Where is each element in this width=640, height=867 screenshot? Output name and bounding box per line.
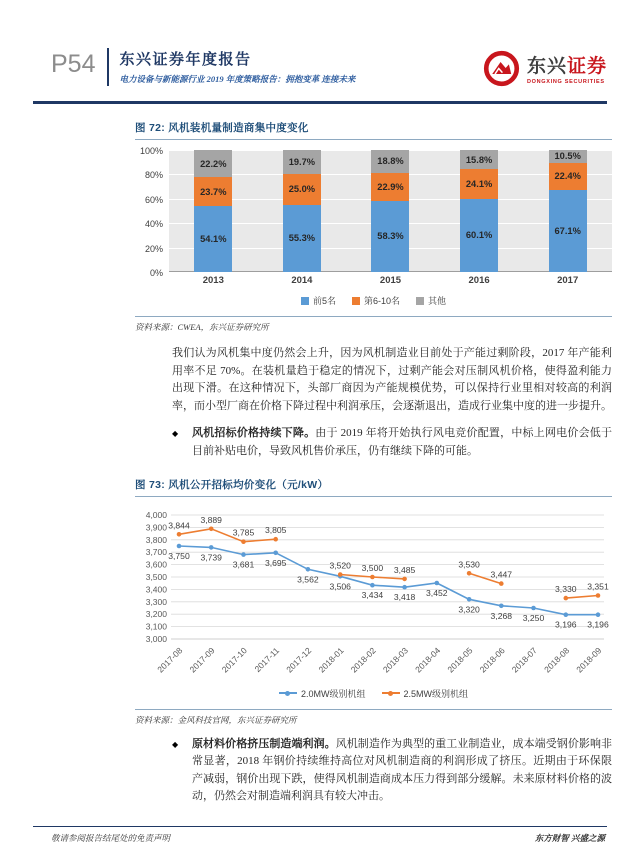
bar-stack (460, 150, 498, 272)
legend-dot (388, 691, 393, 696)
brand-name-cn: 东兴证券 (526, 56, 607, 77)
svg-text:3,100: 3,100 (145, 621, 167, 632)
legend-item (352, 294, 400, 307)
bar-stack (194, 150, 232, 272)
svg-text:2018-09: 2018-09 (574, 644, 604, 675)
figure-72-source: 资料来源：CWEA，东兴证券研究所 (135, 316, 612, 333)
svg-text:3,600: 3,600 (145, 559, 167, 570)
bullet-1-content (192, 425, 612, 460)
legend-label: 前5名 (312, 296, 336, 306)
y-axis-label: 80% (144, 170, 163, 181)
svg-text:3,196: 3,196 (555, 619, 577, 630)
bar-segment (460, 199, 498, 272)
bar-segment (283, 205, 321, 272)
bar-value-label: 15.8% (465, 154, 493, 165)
bar-stack (371, 150, 409, 272)
bar-segment (283, 150, 321, 174)
figure-72 (135, 120, 612, 333)
x-axis-label: 2015 (379, 275, 402, 286)
y-axis-label: 20% (144, 243, 163, 254)
figure-72-title: 图 72: 风机装机量制造商集中度变化 (135, 120, 612, 140)
bar-segment (371, 173, 409, 201)
bullet-2-content (192, 736, 612, 806)
bar-stack (283, 150, 321, 272)
legend-label: 第6-10名 (363, 296, 400, 306)
svg-text:3,506: 3,506 (329, 580, 351, 591)
legend-line-marker (382, 692, 400, 694)
bullet-1-lead: 风机招标价格持续下降。 (192, 427, 316, 440)
footer-disclaimer: 敬请参阅报告结尾处的免责声明 (51, 833, 171, 843)
bullet-item-2 (172, 736, 612, 806)
x-axis-label: 2016 (468, 275, 490, 286)
svg-text:3,400: 3,400 (145, 583, 167, 594)
svg-text:2017-10: 2017-10 (219, 644, 249, 675)
fig72-x-axis (169, 275, 612, 286)
legend-swatch (301, 297, 309, 305)
header-rule (33, 101, 607, 104)
bar-value-label: 19.7% (288, 157, 316, 168)
svg-text:3,520: 3,520 (329, 560, 351, 571)
legend-item (301, 294, 336, 307)
bar-segment (194, 150, 232, 177)
bar-segment (549, 190, 587, 272)
legend-label: 2.0MW级别机组 (300, 688, 366, 699)
svg-text:3,500: 3,500 (361, 562, 384, 573)
legend-item (382, 687, 469, 700)
report-title: 东兴证券年度报告 (119, 51, 252, 68)
bar-segment (371, 150, 409, 173)
bar-value-label: 23.7% (200, 186, 227, 197)
brand-logo (483, 44, 607, 92)
body-paragraph-1: 我们认为风机集中度仍然会上升，因为风机制造业目前处于产能过剩阶段，2017 年产能利用率不足 70%。在装机量趋于稳定的情况下，过剩产能会对压制风机价格，使得盈利能力出现下滑。在这种情况下，头部厂商因为产能规模优势，可以保持行业里相对较高的利润率，而小型厂商在价格下降过程中利润承压，会逐渐退出，造成行业集中度的进一步提升。 (172, 347, 612, 412)
svg-text:3,800: 3,800 (145, 534, 167, 545)
bullet-2-text: 风机制造作为典型的重工业制造业，成本端受钢价影响非常显著，2018 年钢价持续维持高位对风机制造商的利润形成了挤压。近期由于环保限产减弱，钢价出现下跌，使得风机制造商成本压力得到部分缓解。未来原材料价格的波动，仍然会对制造端利润具有较大冲击。 (192, 737, 612, 803)
bar-segment (460, 169, 498, 198)
legend-item (416, 294, 446, 307)
bullet-icon: ◆ (172, 739, 179, 749)
bar-value-label: 55.3% (288, 233, 316, 244)
bar-value-label: 24.1% (465, 178, 493, 189)
svg-text:3,447: 3,447 (490, 569, 513, 580)
bars-row (169, 150, 612, 272)
legend-dot (285, 691, 290, 696)
fig72-legend (135, 294, 612, 307)
svg-text:3,750: 3,750 (168, 550, 190, 561)
report-subtitle: 电力设备与新能源行业 2019 年度策略报告：拥抱变革 连接未来 (119, 74, 356, 84)
legend-line-marker (279, 692, 297, 694)
bar-segment (371, 201, 409, 272)
svg-text:3,000: 3,000 (145, 633, 167, 644)
page-number: P54 (51, 50, 96, 78)
svg-text:3,268: 3,268 (490, 610, 513, 621)
y-axis-label: 40% (144, 219, 163, 230)
figure-73 (135, 477, 612, 726)
bar-value-label: 18.8% (377, 156, 404, 167)
bar-value-label: 22.2% (200, 158, 227, 169)
bullet-icon: ◆ (172, 429, 179, 439)
svg-text:2017-08: 2017-08 (155, 644, 185, 675)
bar-value-label: 58.3% (377, 231, 404, 242)
svg-text:3,330: 3,330 (555, 583, 577, 594)
bullet-item-1 (172, 425, 612, 460)
svg-text:3,739: 3,739 (200, 551, 222, 562)
footer-rule (33, 826, 607, 827)
legend-swatch (416, 297, 424, 305)
bar-segment (194, 177, 232, 206)
header-titles (119, 44, 482, 85)
legend-swatch (352, 297, 360, 305)
svg-text:2018-01: 2018-01 (316, 644, 346, 675)
svg-text:3,805: 3,805 (264, 524, 287, 535)
bar-segment (283, 174, 321, 205)
fig73-legend (135, 687, 612, 700)
svg-text:2017-12: 2017-12 (284, 644, 314, 675)
svg-text:2018-07: 2018-07 (509, 644, 539, 675)
footer-slogan: 东方财智 兴盛之源 (534, 833, 605, 843)
page-header (33, 44, 607, 92)
svg-text:3,681: 3,681 (232, 559, 255, 570)
svg-text:3,200: 3,200 (145, 608, 167, 619)
figure-72-chart (135, 146, 612, 307)
legend-label: 2.5MW级别机组 (403, 688, 469, 699)
svg-text:3,900: 3,900 (145, 521, 167, 532)
svg-text:3,320: 3,320 (458, 603, 480, 614)
bullet-1-text: 由于 2019 年将开始执行风电竞价配置，中标上网电价会低于目前补贴电价，导致风机售价承压，仍有继续下降的可能。 (192, 427, 613, 457)
bar-value-label: 67.1% (554, 226, 581, 237)
y-axis-label: 60% (144, 194, 163, 205)
legend-label: 其他 (428, 296, 447, 306)
svg-text:4,000: 4,000 (145, 509, 167, 520)
svg-text:3,530: 3,530 (458, 558, 480, 569)
svg-text:3,785: 3,785 (232, 527, 255, 538)
bar-value-label: 22.9% (377, 181, 404, 192)
y-axis-label: 100% (139, 146, 163, 156)
svg-text:2017-09: 2017-09 (187, 644, 217, 675)
svg-text:2018-05: 2018-05 (445, 644, 475, 675)
bar-segment (194, 206, 232, 272)
brand-name-en: DONGXING SECURITIES (526, 79, 605, 85)
svg-text:3,196: 3,196 (587, 619, 609, 630)
svg-text:2018-03: 2018-03 (380, 644, 411, 675)
svg-text:3,250: 3,250 (522, 612, 545, 623)
x-axis-label: 2013 (202, 275, 224, 286)
svg-text:3,418: 3,418 (393, 591, 416, 602)
svg-text:3,562: 3,562 (297, 573, 319, 584)
svg-text:3,485: 3,485 (393, 564, 416, 575)
bar-value-label: 60.1% (465, 230, 493, 241)
fig72-plot (169, 150, 612, 272)
svg-text:2018-02: 2018-02 (348, 644, 378, 675)
bar-segment (549, 163, 587, 190)
svg-text:2018-08: 2018-08 (542, 644, 572, 675)
bar-segment (460, 150, 498, 169)
bar-value-label: 54.1% (200, 234, 227, 244)
x-axis-label: 2017 (557, 275, 579, 286)
svg-text:3,351: 3,351 (587, 581, 609, 592)
bar-value-label: 10.5% (554, 151, 581, 162)
bar-segment (549, 150, 587, 163)
fig73-svg (135, 507, 612, 679)
svg-text:3,434: 3,434 (361, 589, 384, 600)
bar-value-label: 22.4% (554, 171, 581, 182)
page-footer (35, 832, 605, 844)
y-axis-label: 0% (149, 268, 163, 278)
bar-stack (549, 150, 587, 272)
svg-text:3,695: 3,695 (264, 557, 287, 568)
figure-73-chart (135, 507, 612, 700)
dongxing-logo-icon (483, 50, 520, 92)
svg-text:3,500: 3,500 (145, 571, 167, 582)
svg-text:3,844: 3,844 (168, 519, 190, 530)
svg-text:2018-06: 2018-06 (477, 644, 507, 675)
fig72-y-axis (135, 146, 169, 278)
bullet-2-lead: 原材料价格挤压制造端利润。 (192, 737, 336, 750)
svg-text:3,700: 3,700 (145, 546, 167, 557)
header-divider (107, 48, 109, 86)
svg-text:2017-11: 2017-11 (252, 644, 282, 674)
svg-text:3,300: 3,300 (145, 596, 167, 607)
svg-text:3,889: 3,889 (200, 514, 222, 525)
legend-item (279, 687, 366, 700)
figure-73-title: 图 73: 风机公开招标均价变化（元/kW） (135, 477, 612, 497)
svg-text:3,452: 3,452 (426, 587, 448, 598)
svg-text:2018-04: 2018-04 (413, 644, 443, 675)
bar-value-label: 25.0% (288, 184, 316, 195)
x-axis-label: 2014 (291, 275, 313, 286)
figure-73-source: 资料来源：金风科技官网，东兴证券研究所 (135, 709, 612, 726)
